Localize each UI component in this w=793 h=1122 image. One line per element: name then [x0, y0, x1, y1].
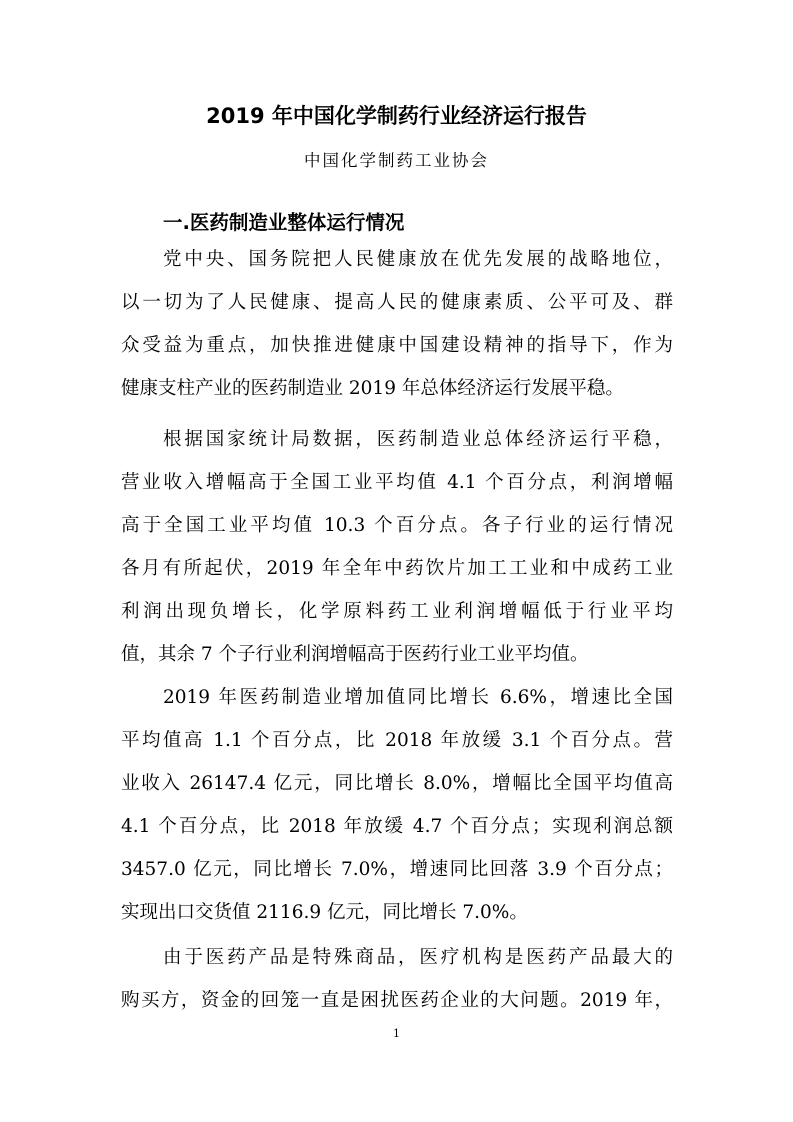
paragraph — [121, 418, 673, 676]
page-number: 1 — [393, 1027, 400, 1040]
paragraph — [121, 936, 673, 1022]
paragraph-line: 平均值高 1.1 个百分点，比 2018 年放缓 3.1 个百分点。营 — [121, 730, 673, 751]
paragraph-line: 营业收入增幅高于全国工业平均值 4.1 个百分点，利润增幅 — [121, 472, 673, 493]
paragraph-line: 根据国家统计局数据，医药制造业总体经济运行平稳， — [163, 429, 673, 450]
paragraph-line: 党中央、国务院把人民健康放在优先发展的战略地位， — [163, 249, 673, 270]
paragraph-line: 购买方，资金的回笼一直是困扰医药企业的大问题。2019 年， — [121, 990, 673, 1011]
paragraph-line: 各月有所起伏，2019 年全年中药饮片加工工业和中成药工业 — [121, 558, 673, 579]
paragraph-line: 业收入 26147.4 亿元，同比增长 8.0%，增幅比全国平均值高 — [121, 773, 673, 794]
paragraph-line: 4.1 个百分点，比 2018 年放缓 4.7 个百分点；实现利润总额 — [121, 816, 673, 837]
paragraph-line: 2019 年医药制造业增加值同比增长 6.6%，增速比全国 — [163, 687, 673, 708]
paragraph-line: 由于医药产品是特殊商品，医疗机构是医药产品最大的 — [163, 947, 673, 968]
section-heading: 一.医药制造业整体运行情况 — [163, 211, 405, 234]
paragraph-line: 实现出口交货值 2116.9 亿元，同比增长 7.0%。 — [121, 902, 528, 923]
paragraph — [121, 238, 673, 410]
paragraph-line: 众受益为重点，加快推进健康中国建设精神的指导下，作为 — [121, 335, 673, 356]
paragraph — [121, 676, 673, 934]
paragraph-line: 以一切为了人民健康、提高人民的健康素质、公平可及、群 — [121, 292, 673, 313]
paragraph-line: 值，其余 7 个子行业利润增幅高于医药行业工业平均值。 — [121, 644, 589, 665]
paragraph-line: 健康支柱产业的医药制造业 2019 年总体经济运行发展平稳。 — [121, 378, 624, 399]
paragraph-line: 利润出现负增长，化学原料药工业利润增幅低于行业平均 — [121, 601, 673, 622]
document-subtitle: 中国化学制药工业协会 — [304, 151, 489, 170]
paragraph-line: 高于全国工业平均值 10.3 个百分点。各子行业的运行情况 — [121, 515, 673, 536]
document-title: 2019 年中国化学制药行业经济运行报告 — [206, 104, 587, 128]
paragraph-line: 3457.0 亿元，同比增长 7.0%，增速同比回落 3.9 个百分点； — [121, 859, 673, 880]
